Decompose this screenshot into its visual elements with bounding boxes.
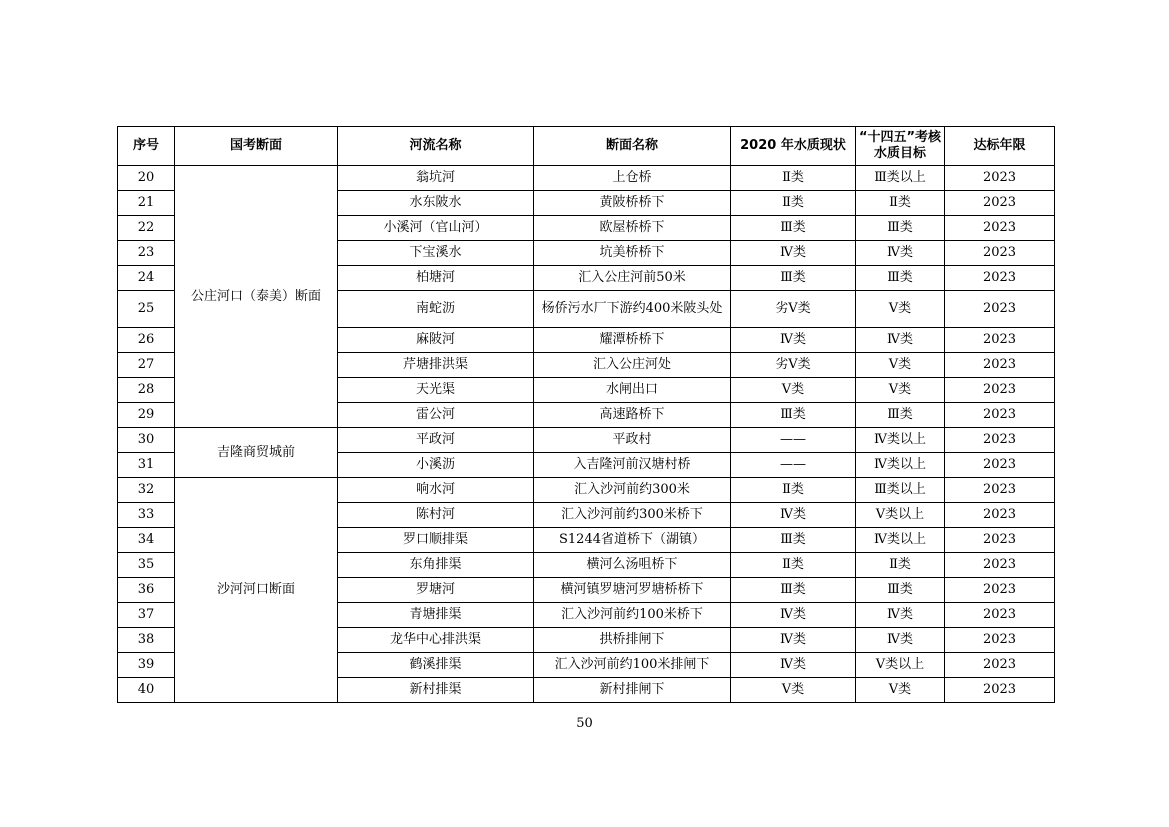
table-row (118, 478, 1055, 503)
cell-serial-number: 20 (118, 166, 175, 191)
cell-river-name: 鹤溪排渠 (338, 653, 534, 678)
table-row (118, 166, 1055, 191)
cell-2020-status: Ⅳ类 (731, 653, 856, 678)
cell-target: Ⅴ类 (856, 291, 945, 328)
cell-compliance-year: 2023 (945, 266, 1055, 291)
cell-target: Ⅲ类以上 (856, 478, 945, 503)
cell-target: Ⅴ类 (856, 678, 945, 703)
cell-river-name: 东角排渠 (338, 553, 534, 578)
cell-target: Ⅴ类以上 (856, 503, 945, 528)
cell-river-name: 翁坑河 (338, 166, 534, 191)
cell-compliance-year: 2023 (945, 328, 1055, 353)
cell-2020-status: Ⅲ类 (731, 403, 856, 428)
cell-river-name: 罗塘河 (338, 578, 534, 603)
cell-section-name: S1244省道桥下（湖镇） (534, 528, 731, 553)
cell-target: Ⅳ类以上 (856, 453, 945, 478)
cell-river-name: 平政河 (338, 428, 534, 453)
cell-target: Ⅲ类 (856, 403, 945, 428)
cell-compliance-year: 2023 (945, 166, 1055, 191)
cell-national-section: 吉隆商贸城前 (175, 428, 338, 478)
cell-section-name: 汇入沙河前约300米 (534, 478, 731, 503)
cell-river-name: 小溪沥 (338, 453, 534, 478)
cell-serial-number: 32 (118, 478, 175, 503)
cell-river-name: 柏塘河 (338, 266, 534, 291)
cell-section-name: 拱桥排闸下 (534, 628, 731, 653)
cell-river-name: 青塘排渠 (338, 603, 534, 628)
cell-target: Ⅲ类 (856, 216, 945, 241)
cell-section-name: 汇入公庄河处 (534, 353, 731, 378)
cell-compliance-year: 2023 (945, 578, 1055, 603)
cell-section-name: 上仓桥 (534, 166, 731, 191)
cell-serial-number: 23 (118, 241, 175, 266)
cell-2020-status: Ⅴ类 (731, 678, 856, 703)
cell-section-name: 横河镇罗塘河罗塘桥桥下 (534, 578, 731, 603)
cell-compliance-year: 2023 (945, 191, 1055, 216)
header-row (118, 127, 1055, 166)
cell-target: Ⅳ类 (856, 328, 945, 353)
cell-national-section: 沙河河口断面 (175, 478, 338, 703)
cell-2020-status: —— (731, 453, 856, 478)
cell-2020-status: Ⅳ类 (731, 328, 856, 353)
header-compliance-year: 达标年限 (945, 127, 1055, 166)
cell-river-name: 雷公河 (338, 403, 534, 428)
cell-target: Ⅳ类 (856, 241, 945, 266)
water-quality-table (117, 126, 1055, 703)
cell-target: Ⅳ类 (856, 603, 945, 628)
cell-section-name: 汇入沙河前约300米桥下 (534, 503, 731, 528)
cell-compliance-year: 2023 (945, 678, 1055, 703)
cell-river-name: 龙华中心排洪渠 (338, 628, 534, 653)
cell-compliance-year: 2023 (945, 353, 1055, 378)
cell-target: Ⅱ类 (856, 191, 945, 216)
cell-2020-status: Ⅱ类 (731, 166, 856, 191)
cell-serial-number: 39 (118, 653, 175, 678)
cell-target: Ⅲ类以上 (856, 166, 945, 191)
cell-section-name: 欧屋桥桥下 (534, 216, 731, 241)
cell-section-name: 杨侨污水厂下游约400米陂头处 (534, 291, 731, 328)
cell-serial-number: 22 (118, 216, 175, 241)
cell-section-name: 水闸出口 (534, 378, 731, 403)
cell-section-name: 汇入公庄河前50米 (534, 266, 731, 291)
cell-national-section: 公庄河口（泰美）断面 (175, 166, 338, 428)
cell-compliance-year: 2023 (945, 628, 1055, 653)
cell-river-name: 天光渠 (338, 378, 534, 403)
cell-2020-status: Ⅴ类 (731, 378, 856, 403)
cell-2020-status: 劣Ⅴ类 (731, 291, 856, 328)
cell-compliance-year: 2023 (945, 553, 1055, 578)
cell-compliance-year: 2023 (945, 503, 1055, 528)
cell-compliance-year: 2023 (945, 453, 1055, 478)
cell-2020-status: Ⅱ类 (731, 478, 856, 503)
cell-target: Ⅲ类 (856, 578, 945, 603)
cell-serial-number: 26 (118, 328, 175, 353)
cell-2020-status: Ⅳ类 (731, 241, 856, 266)
cell-compliance-year: 2023 (945, 428, 1055, 453)
cell-river-name: 麻陂河 (338, 328, 534, 353)
cell-serial-number: 25 (118, 291, 175, 328)
cell-2020-status: Ⅳ类 (731, 603, 856, 628)
cell-serial-number: 36 (118, 578, 175, 603)
cell-serial-number: 38 (118, 628, 175, 653)
cell-target: Ⅱ类 (856, 553, 945, 578)
cell-target: Ⅴ类以上 (856, 653, 945, 678)
cell-target: Ⅴ类 (856, 353, 945, 378)
cell-compliance-year: 2023 (945, 241, 1055, 266)
cell-section-name: 平政村 (534, 428, 731, 453)
cell-compliance-year: 2023 (945, 528, 1055, 553)
cell-compliance-year: 2023 (945, 378, 1055, 403)
table-body (118, 166, 1055, 703)
cell-section-name: 新村排闸下 (534, 678, 731, 703)
cell-river-name: 小溪河（官山河） (338, 216, 534, 241)
cell-target: Ⅳ类以上 (856, 428, 945, 453)
cell-compliance-year: 2023 (945, 216, 1055, 241)
cell-2020-status: Ⅱ类 (731, 191, 856, 216)
cell-2020-status: Ⅳ类 (731, 628, 856, 653)
header-target: “十四五”考核水质目标 (856, 127, 945, 166)
page-number: 50 (576, 716, 593, 731)
cell-2020-status: —— (731, 428, 856, 453)
header-serial-number: 序号 (118, 127, 175, 166)
cell-river-name: 水东陂水 (338, 191, 534, 216)
cell-serial-number: 33 (118, 503, 175, 528)
cell-2020-status: 劣Ⅴ类 (731, 353, 856, 378)
cell-serial-number: 21 (118, 191, 175, 216)
cell-river-name: 下宝溪水 (338, 241, 534, 266)
cell-2020-status: Ⅳ类 (731, 503, 856, 528)
cell-section-name: 横河么汤咀桥下 (534, 553, 731, 578)
cell-serial-number: 37 (118, 603, 175, 628)
cell-river-name: 罗口顺排渠 (338, 528, 534, 553)
cell-serial-number: 28 (118, 378, 175, 403)
cell-2020-status: Ⅲ类 (731, 216, 856, 241)
cell-serial-number: 35 (118, 553, 175, 578)
cell-section-name: 耀潭桥桥下 (534, 328, 731, 353)
cell-serial-number: 27 (118, 353, 175, 378)
cell-river-name: 新村排渠 (338, 678, 534, 703)
cell-2020-status: Ⅱ类 (731, 553, 856, 578)
cell-serial-number: 24 (118, 266, 175, 291)
cell-serial-number: 30 (118, 428, 175, 453)
cell-section-name: 坑美桥桥下 (534, 241, 731, 266)
cell-serial-number: 40 (118, 678, 175, 703)
table-header (118, 127, 1055, 166)
cell-section-name: 高速路桥下 (534, 403, 731, 428)
cell-compliance-year: 2023 (945, 478, 1055, 503)
cell-2020-status: Ⅲ类 (731, 528, 856, 553)
cell-compliance-year: 2023 (945, 291, 1055, 328)
header-2020-status: 2020 年水质现状 (731, 127, 856, 166)
header-national-section: 国考断面 (175, 127, 338, 166)
header-river-name: 河流名称 (338, 127, 534, 166)
cell-compliance-year: 2023 (945, 603, 1055, 628)
cell-river-name: 芹塘排洪渠 (338, 353, 534, 378)
cell-section-name: 黄陂桥桥下 (534, 191, 731, 216)
table-row (118, 428, 1055, 453)
cell-compliance-year: 2023 (945, 403, 1055, 428)
cell-2020-status: Ⅲ类 (731, 266, 856, 291)
cell-target: Ⅲ类 (856, 266, 945, 291)
cell-target: Ⅴ类 (856, 378, 945, 403)
cell-serial-number: 31 (118, 453, 175, 478)
cell-river-name: 响水河 (338, 478, 534, 503)
cell-serial-number: 29 (118, 403, 175, 428)
cell-section-name: 汇入沙河前约100米桥下 (534, 603, 731, 628)
cell-section-name: 入吉隆河前汉塘村桥 (534, 453, 731, 478)
cell-section-name: 汇入沙河前约100米排闸下 (534, 653, 731, 678)
cell-compliance-year: 2023 (945, 653, 1055, 678)
cell-serial-number: 34 (118, 528, 175, 553)
header-section-name: 断面名称 (534, 127, 731, 166)
cell-target: Ⅳ类 (856, 628, 945, 653)
cell-2020-status: Ⅲ类 (731, 578, 856, 603)
cell-river-name: 南蛇沥 (338, 291, 534, 328)
cell-river-name: 陈村河 (338, 503, 534, 528)
cell-target: Ⅳ类以上 (856, 528, 945, 553)
